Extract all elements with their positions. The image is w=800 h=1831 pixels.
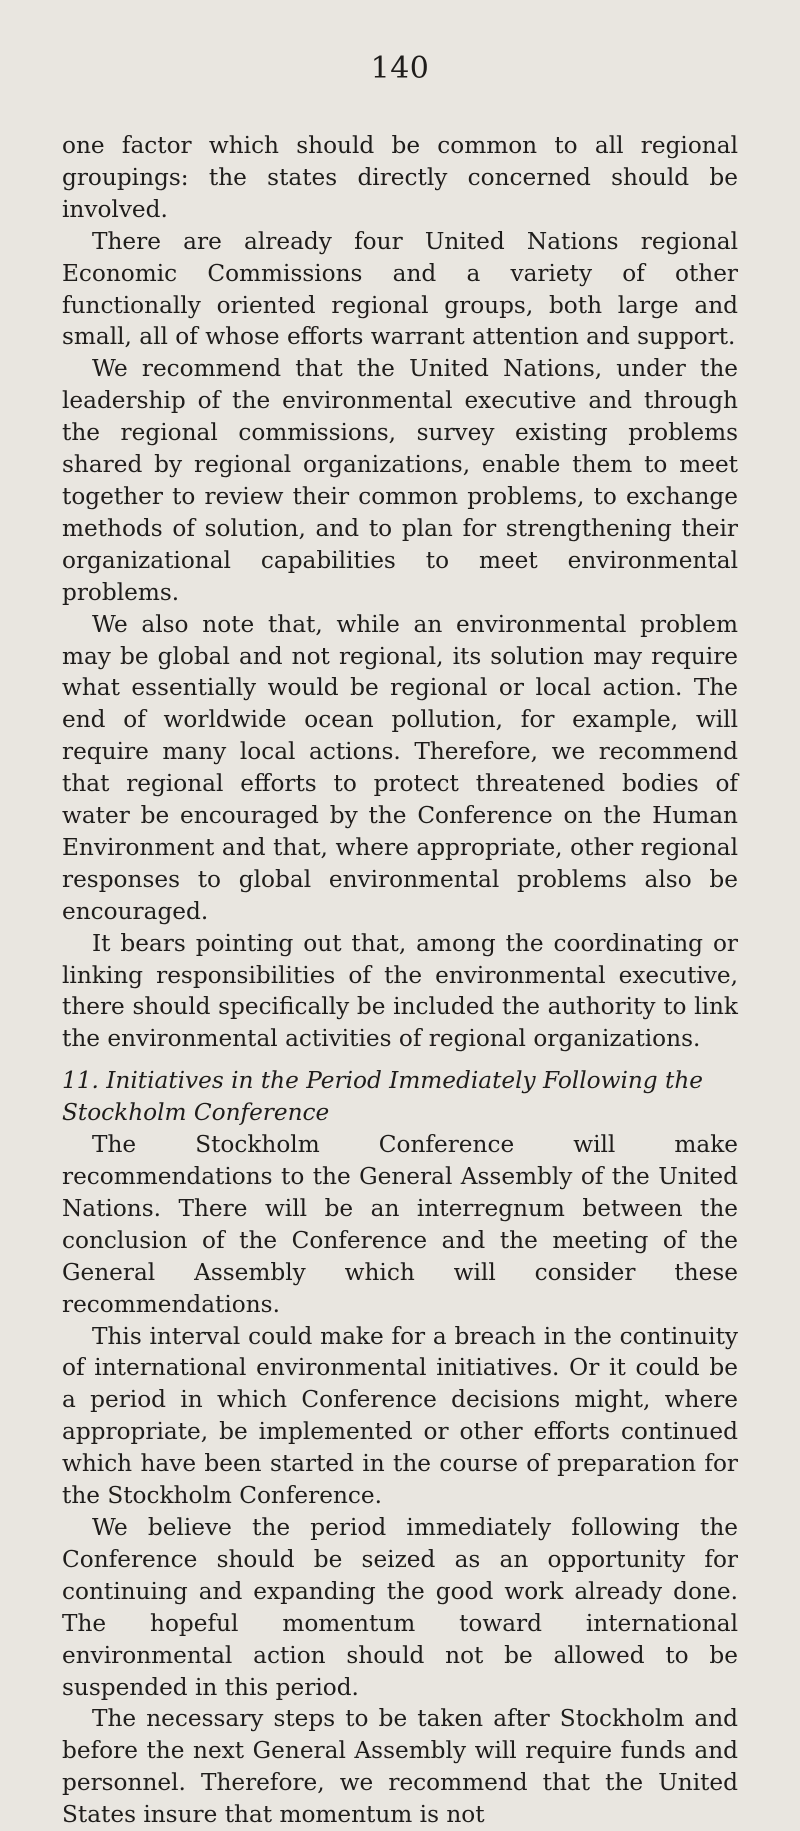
paragraph-stockholm-recommendations: The Stockholm Conference will make recommendations to the General Assembly of the United Nations. There will be an interregnum between the conclusion of the Conference and the meeting of the General Assembly which will consider these recommendations.	[62, 1131, 738, 1318]
body-text	[62, 130, 738, 1831]
paragraph-interval: This interval could make for a breach in the continuity of international environmental initiatives. Or it could be a period in which Conference decisions might, where appropriate, be implemented or other efforts continued which have been started in the course of preparation for the Stockholm Conference.	[62, 1322, 738, 1510]
paragraph-linking-authority: It bears pointing out that, among the coordinating or linking responsibilities of the environmental executive, there should specifically be included the authority to link the environmental activities of regional organizations.	[62, 929, 738, 1053]
page-number: 140	[370, 51, 430, 86]
paragraph-recommend-survey: We recommend that the United Nations, under the leadership of the environmental executive and through the regional commissions, survey existing problems shared by regional organizations, enable them to meet together to review their common problems, to exchange methods of solution, and to plan for strengthening their organizational capabilities to meet environmental problems.	[62, 355, 738, 606]
paragraph-continuation: one factor which should be common to all regional groupings: the states directly concerned should be involved.	[62, 132, 738, 223]
paragraph-necessary-steps: The necessary steps to be taken after Stockholm and before the next General Assembly will require funds and personnel. Therefore, we recommend that the United States insure that momentum is not	[62, 1705, 738, 1829]
paragraph-regional-commissions: There are already four United Nations regional Economic Commissions and a variety of other functionally oriented regional groups, both large and small, all of whose efforts warrant attention and support.	[62, 227, 738, 351]
paragraph-global-regional: We also note that, while an environmental problem may be global and not regional, its solution may require what essentially would be regional or local action. The end of worldwide ocean pollution, for example, will require many local actions. Therefore, we recommend that regional efforts to protect threatened bodies of water be encouraged by the Conference on the Human Environment and that, where appropriate, other regional responses to global environmental problems also be encouraged.	[62, 610, 738, 925]
section-heading: 11. Initiatives in the Period Immediately Following the Stockholm Conference	[62, 1067, 703, 1127]
paragraph-momentum: We believe the period immediately following the Conference should be seized as an opportunity for continuing and expanding the good work already done. The hopeful momentum toward international environmental action should not be allowed to be suspended in this period.	[62, 1513, 738, 1701]
